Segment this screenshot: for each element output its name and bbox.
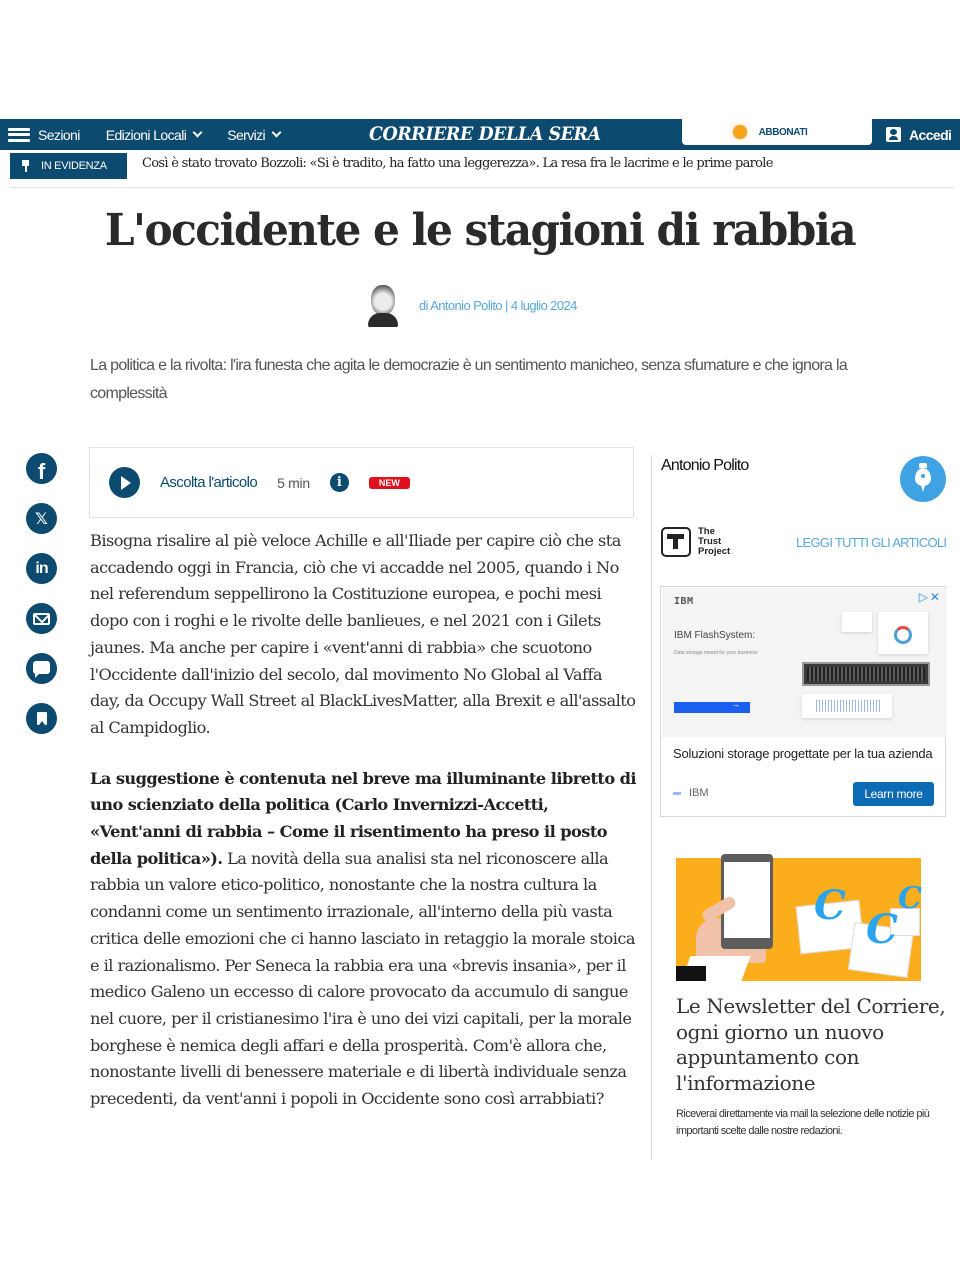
highlight-badge <box>10 153 127 179</box>
all-articles-link[interactable]: LEGGI TUTTI GLI ARTICOLI <box>796 535 947 550</box>
highlight-badge-label: IN EVIDENZA <box>41 160 107 172</box>
share-mail-button[interactable] <box>26 603 57 634</box>
article-title: L'occidente e le stagioni di rabbia <box>104 205 856 256</box>
ad-brand-logo: IBM <box>674 596 694 607</box>
trust-project-label: The Trust Project <box>698 526 731 557</box>
subscribe-button[interactable] <box>682 119 872 145</box>
bookmark-icon <box>37 712 47 725</box>
hamburger-icon <box>8 128 30 142</box>
sections-label: Sezioni <box>38 126 80 143</box>
pin-icon <box>22 160 29 172</box>
chevron-down-icon <box>193 128 203 138</box>
ad-subline: Data storage meant for your business <box>674 650 758 656</box>
columnist-pen-icon[interactable] <box>900 456 946 502</box>
share-bar <box>26 453 58 753</box>
linkedin-icon: in <box>35 559 48 577</box>
article-paragraph: Bisogna risalire al piè veloce Achille e all'Iliade per capire ciò che sta accadendo oggi in Francia, ciò che vi accadde nel 2005, quando i No nel referendum seppellirono la Costituzione europea, e pochi mesi dopo con i roghi e le rivolte delle banlieues, e nel 2021 con i Gilets jaunes. Ma anche per capire i «vent'anni di rabbia» che scuotono l'Occidente dall'inizio del secolo, dal movimento No Global al Vaffa day, da Occupy Wall Street al BlackLivesMatter, alla Brexit e all'assalto al Campidoglio. <box>90 531 636 737</box>
newsletter-logo-icon: C <box>898 881 922 916</box>
info-icon[interactable]: i <box>330 473 349 492</box>
local-editions-label: Edizioni Locali <box>105 126 187 143</box>
services-label: Servizi <box>227 126 266 143</box>
article-summary: La politica e la rivolta: l'ira funesta che agita le democrazie è un sentimento manicheo, senza sfumature e che ignora la complessità <box>90 357 848 402</box>
play-button[interactable] <box>109 467 140 498</box>
ad-title: Soluzioni storage progettate per la tua azienda <box>673 746 933 761</box>
share-facebook-button[interactable] <box>26 453 57 484</box>
comments-button[interactable] <box>26 653 57 684</box>
trust-project-link[interactable] <box>661 527 730 557</box>
login-button[interactable] <box>886 119 951 150</box>
login-label: Accedi <box>909 126 952 143</box>
nav-left <box>8 119 306 150</box>
listen-article-label[interactable]: Ascolta l'articolo <box>160 474 258 491</box>
services-dropdown[interactable] <box>227 127 280 143</box>
ad-headline: IBM FlashSystem: <box>674 630 756 641</box>
highlight-link[interactable]: Così è stato trovato Bozzoli: «Si è tradito, ha fatto una leggerezza». La resa fra le lacrime e le prime parole <box>142 156 773 171</box>
new-badge: NEW <box>369 477 410 489</box>
audio-duration: 5 min <box>277 474 310 491</box>
newsletter-illustration[interactable] <box>676 858 921 981</box>
newsletter-title[interactable]: Le Newsletter del Corriere, ogni giorno un nuovo appuntamento con l'informazione <box>676 994 946 1095</box>
local-editions-dropdown[interactable] <box>106 127 202 143</box>
sections-menu-button[interactable] <box>8 127 80 143</box>
ad-source: IBM <box>673 787 709 799</box>
trust-project-icon <box>661 527 691 557</box>
top-navigation-bar <box>0 119 960 150</box>
ad-discover-button[interactable] <box>674 702 750 713</box>
article-paragraph <box>90 766 636 1113</box>
sun-icon <box>733 125 747 139</box>
byline-text[interactable]: di Antonio Polito | 4 luglio 2024 <box>419 297 577 313</box>
ad-creative[interactable] <box>662 588 946 737</box>
share-linkedin-button[interactable] <box>26 553 57 584</box>
user-icon <box>886 127 901 142</box>
subscribe-label: ABBONATI <box>758 126 808 138</box>
facebook-icon: f <box>37 458 46 484</box>
newsletter-logo-icon: C <box>814 882 846 929</box>
sidebar-divider <box>651 455 652 1160</box>
author-avatar[interactable] <box>365 283 401 327</box>
site-logo[interactable]: CORRIERE DELLA SERA <box>369 123 601 145</box>
article-body <box>90 528 636 1137</box>
ad-learn-more-button[interactable]: Learn more <box>853 782 934 806</box>
mail-icon <box>33 613 50 625</box>
audio-player <box>89 447 634 518</box>
ad-choices-close-icon[interactable]: ▷✕ <box>918 590 942 604</box>
paragraph-text: La novità della sua analisi sta nel riconoscere alla rabbia un valore etico-politico, nonostante che la nostra cultura la condanni come un sentimento irrazionale, all'interno della più vasta critica delle emozioni che ci hanno lasciato in retaggio la morale stoica e il razionalismo. Per Seneca la rabbia era una «brevis insania», per il medico Galeno un eccesso di calore provocato da accumulo di sangue nel cuore, per il cristianesimo l'ira è uno dei vizi capitali, per la morale borghese è nemica degli affari e della prosperità. Com'è allora che, nonostante livelli di benessere materiale e di libertà individuale senza precedenti, da vent'anni i popoli in Occidente sono così arrabbiati? <box>90 848 635 1109</box>
chevron-down-icon <box>272 128 282 138</box>
ad-product-illustration <box>802 610 932 720</box>
x-icon: 𝕏 <box>35 509 48 528</box>
bookmark-button[interactable] <box>26 703 57 734</box>
paragraph-lead-bold: La suggestione è contenuta nel breve ma illuminante libretto di uno scienziato della politica (Carlo Invernizzi-Accetti, «Vent'anni di rabbia – Come il risentimento ha preso il posto della politica»). <box>90 768 637 868</box>
sidebar-author-name[interactable]: Antonio Polito <box>661 457 749 474</box>
comment-icon <box>33 661 50 674</box>
ibm-advertisement[interactable] <box>660 586 946 817</box>
share-x-button[interactable] <box>26 503 57 534</box>
highlight-bar <box>10 152 955 188</box>
byline <box>365 282 577 328</box>
newsletter-logo-icon: C <box>866 906 898 953</box>
newsletter-description: Riceverai direttamente via mail la selezione delle notizie più importanti scelte dalle nostre redazioni. <box>676 1108 930 1137</box>
